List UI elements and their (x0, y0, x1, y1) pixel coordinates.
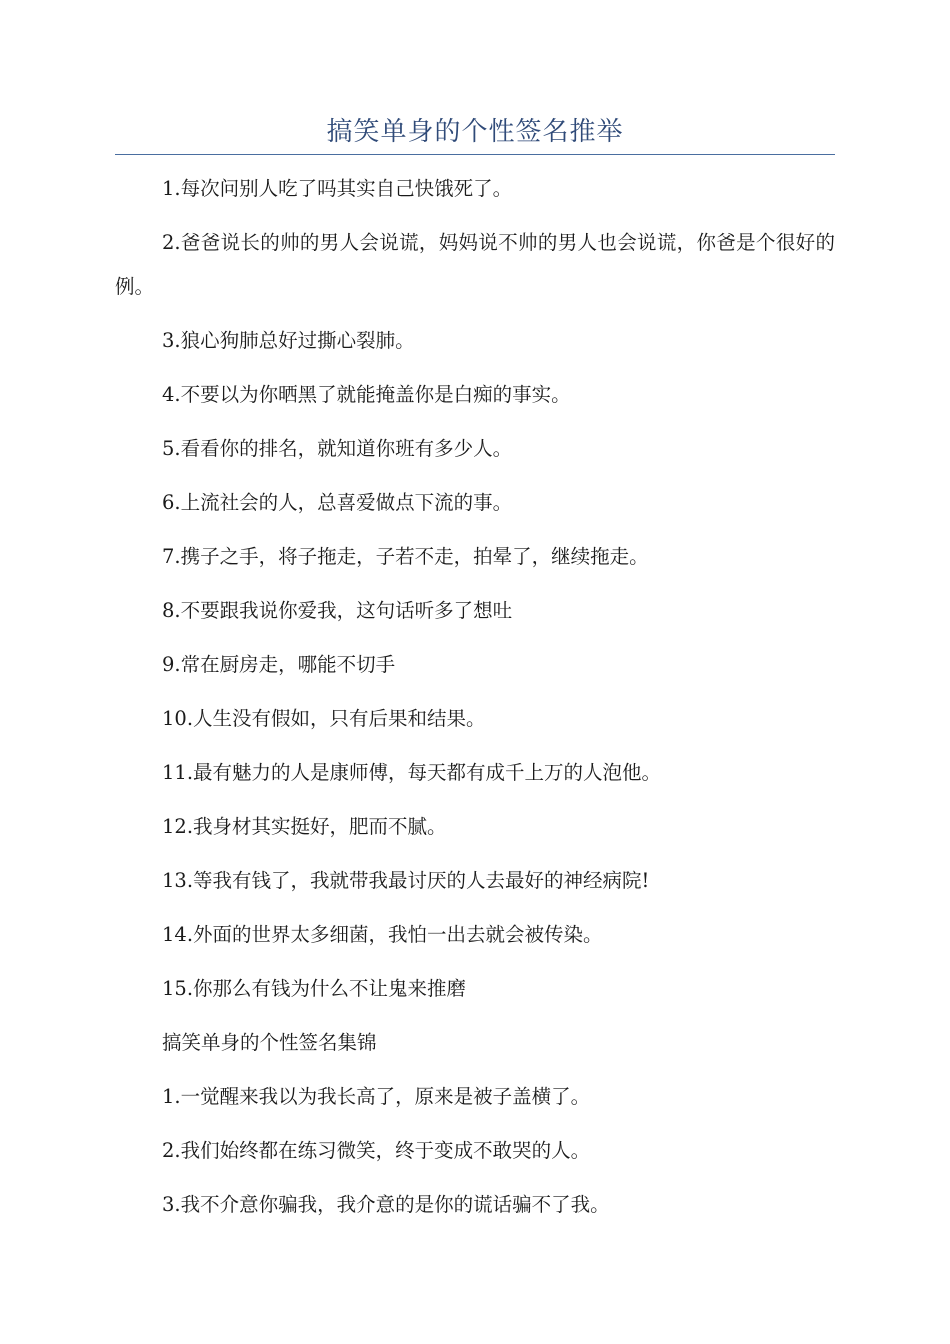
paragraph: 1.一觉醒来我以为我长高了，原来是被子盖横了。 (162, 1085, 591, 1108)
paragraph: 14.外面的世界太多细菌，我怕一出去就会被传染。 (162, 923, 603, 946)
document-body (115, 176, 835, 1246)
paragraph: 8.不要跟我说你爱我，这句话听多了想吐 (162, 599, 513, 622)
paragraph: 2.我们始终都在练习微笑，终于变成不敢哭的人。 (162, 1139, 591, 1162)
paragraph: 13.等我有钱了，我就带我最讨厌的人去最好的神经病院! (162, 869, 650, 892)
paragraph: 2.爸爸说长的帅的男人会说谎，妈妈说不帅的男人也会说谎，你爸是个很好的例。 (115, 231, 835, 298)
document-title: 搞笑单身的个性签名推举 (326, 117, 624, 147)
paragraph: 7.携子之手，将子拖走，子若不走，拍晕了，继续拖走。 (162, 545, 649, 568)
section-heading: 搞笑单身的个性签名集锦 (162, 1031, 377, 1054)
paragraph: 3.狼心狗肺总好过撕心裂肺。 (162, 329, 415, 352)
paragraph: 15.你那么有钱为什么不让鬼来推磨 (162, 977, 467, 1000)
paragraph: 10.人生没有假如，只有后果和结果。 (162, 707, 486, 730)
paragraph: 5.看看你的排名，就知道你班有多少人。 (162, 437, 513, 460)
title-underline (115, 154, 835, 155)
paragraph: 9.常在厨房走，哪能不切手 (162, 653, 396, 676)
paragraph: 4.不要以为你晒黑了就能掩盖你是白痴的事实。 (162, 383, 571, 406)
paragraph: 1.每次问别人吃了吗其实自己快饿死了。 (162, 177, 513, 200)
paragraph: 6.上流社会的人，总喜爱做点下流的事。 (162, 491, 513, 514)
paragraph: 11.最有魅力的人是康师傅，每天都有成千上万的人泡他。 (162, 761, 662, 784)
paragraph: 12.我身材其实挺好，肥而不腻。 (162, 815, 447, 838)
paragraph: 3.我不介意你骗我，我介意的是你的谎话骗不了我。 (162, 1193, 610, 1216)
